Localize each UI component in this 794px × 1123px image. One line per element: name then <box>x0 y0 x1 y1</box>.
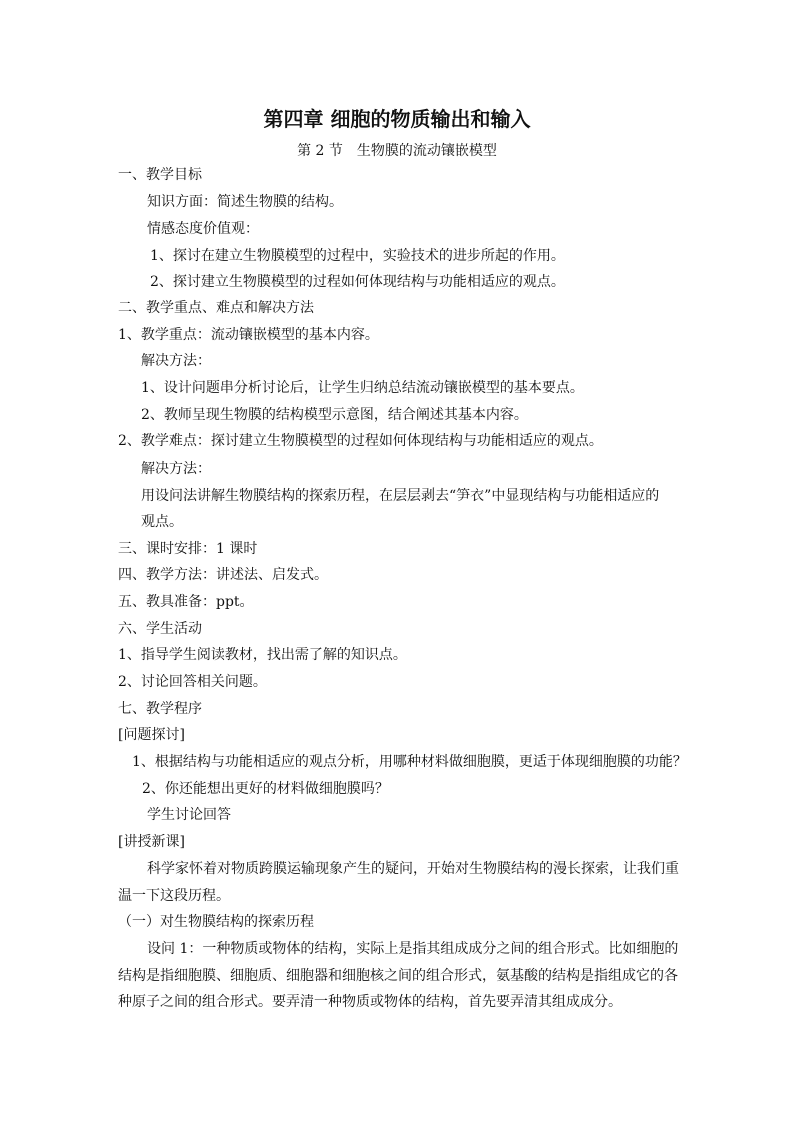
paragraph: 情感态度价值观： <box>147 221 259 237</box>
paragraph: 解决方法： <box>141 353 211 369</box>
bracket-heading: [讲授新课] <box>118 834 185 850</box>
list-item: 1、探讨在建立生物膜模型的过程中，实验技术的进步所起的作用。 <box>150 248 565 264</box>
paragraph: 1、教学重点：流动镶嵌模型的基本内容。 <box>118 327 379 343</box>
paragraph: 结构是指细胞膜、细胞质、细胞器和细胞核之间的组合形式，氨基酸的结构是指组成它的各 <box>118 968 678 984</box>
list-item: 2、探讨建立生物膜模型的过程如何体现结构与功能相适应的观点。 <box>150 274 565 290</box>
paragraph: 2、教学难点：探讨建立生物膜模型的过程如何体现结构与功能相适应的观点。 <box>118 433 603 449</box>
paragraph: 种原子之间的组合形式。要弄清一种物质或物体的结构，首先要弄清其组成成分。 <box>118 994 622 1010</box>
paragraph: 设问 1：一种物质或物体的结构，实际上是指其组成成分之间的组合形式。比如细胞的 <box>147 941 679 957</box>
heading-materials: 五、教具准备：ppt。 <box>118 594 254 610</box>
list-item: 1、指导学生阅读教材，找出需了解的知识点。 <box>118 647 407 663</box>
heading-objectives: 一、教学目标 <box>118 167 202 183</box>
paragraph: 知识方面：简述生物膜的结构。 <box>147 194 343 210</box>
bracket-heading: [问题探讨] <box>118 727 185 743</box>
heading-schedule: 三、课时安排：1 课时 <box>118 541 258 557</box>
paragraph: 学生讨论回答 <box>147 807 231 823</box>
heading-procedure: 七、教学程序 <box>118 701 202 717</box>
paragraph: 解决方法： <box>141 461 211 477</box>
section-subtitle: 第 2 节 生物膜的流动镶嵌模型 <box>297 143 497 159</box>
list-item: 2、讨论回答相关问题。 <box>118 674 267 690</box>
list-item: 1、根据结构与功能相适应的观点分析，用哪种材料做细胞膜，更适于体现细胞膜的功能？ <box>132 754 687 770</box>
paragraph: 温一下这段历程。 <box>118 888 230 904</box>
chapter-title: 第四章 细胞的物质输出和输入 <box>263 107 531 131</box>
paragraph: 观点。 <box>141 514 183 530</box>
list-item: 2、你还能想出更好的材料做细胞膜吗？ <box>142 781 389 797</box>
heading-activities: 六、学生活动 <box>118 621 202 637</box>
list-item: 2、教师呈现生物膜的结构模型示意图，结合阐述其基本内容。 <box>141 407 528 423</box>
paragraph: 科学家怀着对物质跨膜运输现象产生的疑问，开始对生物膜结构的漫长探索，让我们重 <box>147 861 679 877</box>
heading-key-points: 二、教学重点、难点和解决方法 <box>118 300 314 316</box>
heading-methods: 四、教学方法：讲述法、启发式。 <box>118 567 328 583</box>
paragraph: 用设问法讲解生物膜结构的探索历程，在层层剥去“笋衣”中显现结构与功能相适应的 <box>141 488 660 504</box>
subsection-heading: （一）对生物膜结构的探索历程 <box>118 914 314 930</box>
list-item: 1、设计问题串分析讨论后，让学生归纳总结流动镶嵌模型的基本要点。 <box>141 380 584 396</box>
